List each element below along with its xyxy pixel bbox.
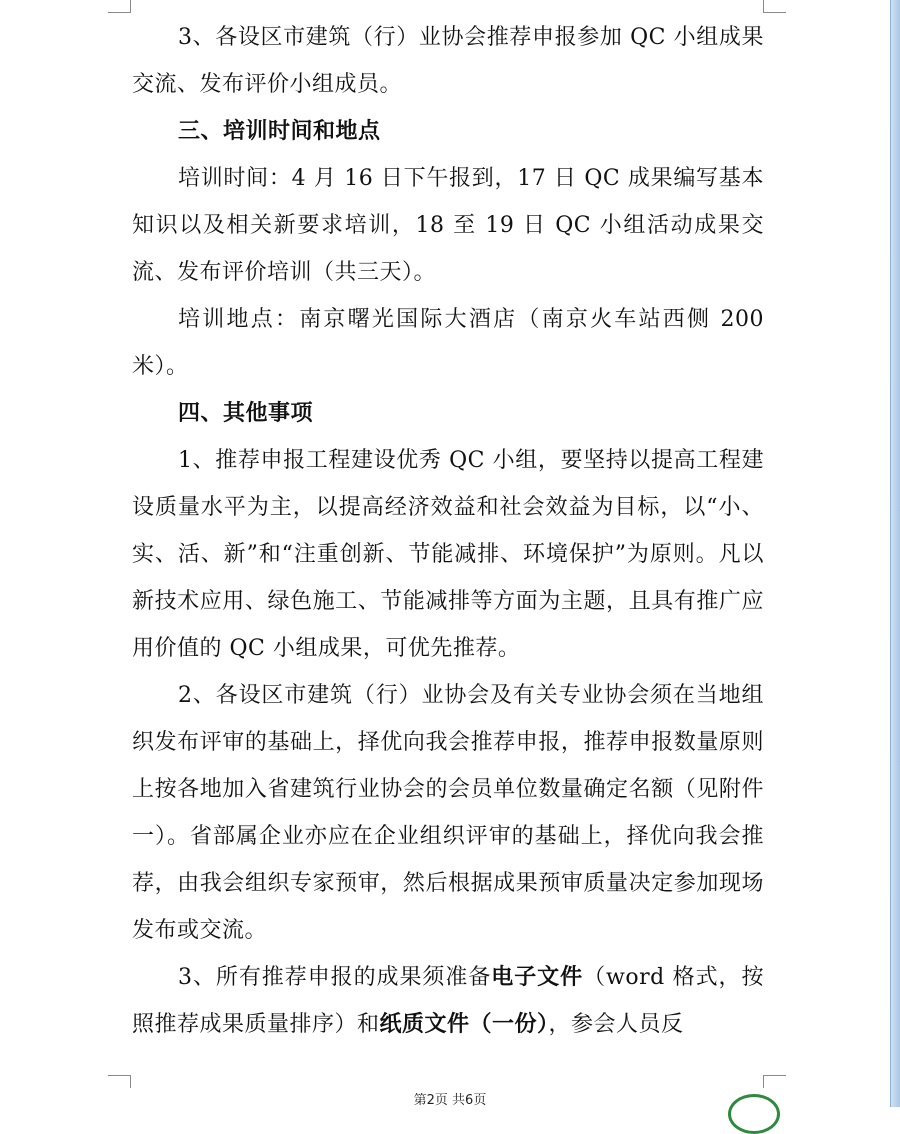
paper-files-label: 纸质文件（一份） [379,1011,549,1037]
paragraph-training-time: 培训时间：4 月 16 日下午报到，17 日 QC 成果编写基本知识以及相关新要求培训，18 至 19 日 QC 小组活动成果交流、发布评价培训（共三天）。 [132,166,764,285]
paragraph-item-1-recommendation: 1、推荐申报工程建设优秀 QC 小组，要坚持以提高工程建设质量水平为主，以提高经济效益和社会效益为目标，以“小、实、活、新”和“注重创新、节能减排、环境保护”为原则。凡以新技术应用、绿色施工、节能减排等方面为主题，且具有推广应用价值的 QC 小组成果，可优先推荐。 [132,448,764,661]
crop-mark-bottom-right [763,1075,786,1088]
files-text-middle: （word 格式，按照推荐成果质量排序）和 [132,965,764,1037]
paragraph-item-2-associations: 2、各设区市建筑（行）业协会及有关专业协会须在当地组织发布评审的基础上，择优向我会推荐申报，推荐申报数量原则上按各地加入省建筑行业协会的会员单位数量确定名额（见附件一）。省部属企业亦应在企业组织评审的基础上，择优向我会推荐，由我会组织专家预审，然后根据成果预审质量决定参加现场发布或交流。 [132,683,764,943]
paragraph-training-location: 培训地点：南京曙光国际大酒店（南京火车站西侧 200 米）。 [132,307,764,379]
crop-mark-bottom-left [108,1075,131,1088]
files-text-prefix: 3、所有推荐申报的成果须准备 [178,965,492,990]
seal-icon [728,1094,780,1134]
document-body [132,14,764,1048]
window-right-edge[interactable] [890,0,900,1107]
crop-mark-top-right [763,0,786,13]
heading-training-time-place: 三、培训时间和地点 [178,119,381,144]
paragraph-item-3-files [132,954,764,1048]
electronic-files-label: 电子文件 [491,964,584,990]
crop-mark-top-left [108,0,131,13]
files-text-suffix: ，参会人员反 [548,1012,684,1037]
paragraph-item-3-committee: 3、各设区市建筑（行）业协会推荐申报参加 QC 小组成果交流、发布评价小组成员。 [132,25,764,97]
page-number: 第2页 共6页 [413,1093,487,1108]
heading-other-matters: 四、其他事项 [178,401,314,426]
